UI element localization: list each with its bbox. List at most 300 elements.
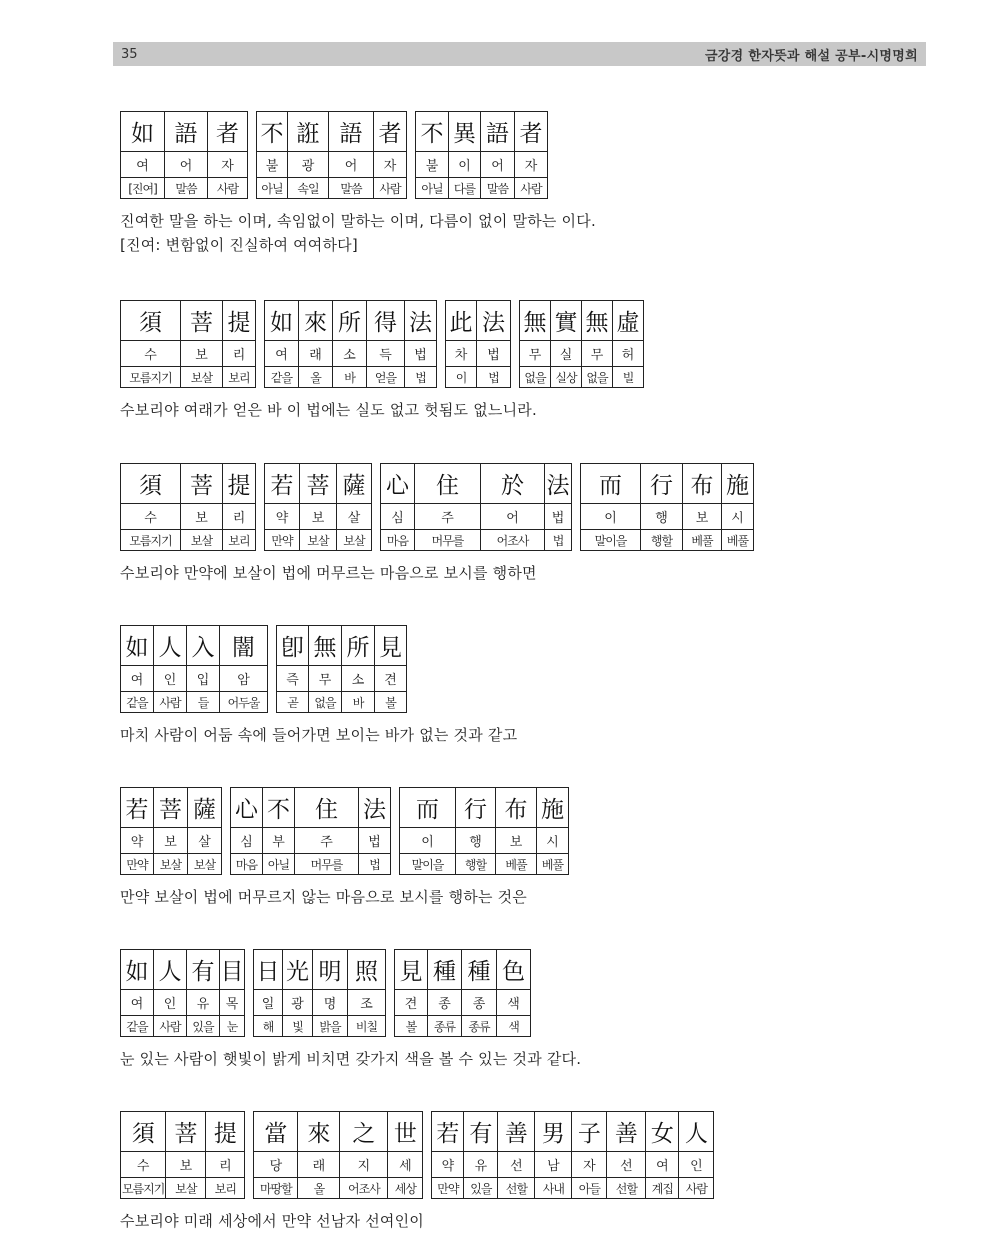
hanja-char: 行 bbox=[456, 788, 496, 828]
reading-cell: 어 bbox=[329, 152, 374, 178]
hanja-char: 法 bbox=[545, 464, 572, 504]
meaning-cell: 모름지기 bbox=[121, 530, 181, 551]
hanja-row bbox=[121, 1112, 245, 1152]
gloss-table bbox=[399, 787, 569, 875]
hanja-char: 提 bbox=[223, 464, 256, 504]
hanja-row bbox=[381, 464, 572, 504]
reading-cell: 수 bbox=[121, 504, 181, 530]
passage bbox=[120, 787, 577, 909]
reading-row bbox=[257, 152, 407, 178]
hanja-char: 女 bbox=[646, 1112, 679, 1152]
meaning-cell: 다를 bbox=[449, 178, 481, 199]
reading-row bbox=[416, 152, 548, 178]
meaning-cell: 사내 bbox=[535, 1178, 572, 1199]
meaning-cell: 있을 bbox=[464, 1178, 498, 1199]
hanja-char: 者 bbox=[515, 112, 548, 152]
reading-cell: 인 bbox=[154, 990, 187, 1016]
gloss-table bbox=[394, 949, 531, 1037]
hanja-char: 入 bbox=[187, 626, 220, 666]
reading-cell: 법 bbox=[545, 504, 572, 530]
reading-cell: 행 bbox=[641, 504, 683, 530]
reading-cell: 보 bbox=[181, 341, 223, 367]
hanja-char: 來 bbox=[298, 1112, 340, 1152]
passage bbox=[120, 463, 762, 585]
reading-cell: 약 bbox=[432, 1152, 464, 1178]
hanja-row bbox=[395, 950, 531, 990]
hanja-char: 而 bbox=[581, 464, 641, 504]
hanja-char: 如 bbox=[265, 301, 299, 341]
reading-cell: 지 bbox=[340, 1152, 388, 1178]
reading-cell: 자 bbox=[374, 152, 407, 178]
gloss-groups bbox=[120, 787, 577, 875]
reading-cell: 이 bbox=[449, 152, 481, 178]
reading-cell: 보 bbox=[496, 828, 537, 854]
meaning-cell: 법 bbox=[545, 530, 572, 551]
gloss-groups bbox=[120, 463, 762, 551]
meaning-cell: 종류 bbox=[462, 1016, 497, 1037]
reading-cell: 입 bbox=[187, 666, 220, 692]
translation-line: 수보리야 만약에 보살이 법에 머무르는 마음으로 보시를 행하면 bbox=[120, 564, 537, 582]
document-title: 금강경 한자뜻과 해설 공부-시명명희 bbox=[704, 48, 918, 64]
hanja-char: 而 bbox=[400, 788, 456, 828]
gloss-table bbox=[276, 625, 407, 713]
reading-cell: 여 bbox=[121, 152, 165, 178]
meaning-cell: 아들 bbox=[572, 1178, 607, 1199]
hanja-char: 行 bbox=[641, 464, 683, 504]
hanja-char: 法 bbox=[359, 788, 391, 828]
meaning-cell: [진여] bbox=[121, 178, 165, 199]
meaning-row bbox=[121, 178, 248, 199]
reading-cell: 주 bbox=[415, 504, 481, 530]
reading-row bbox=[581, 504, 754, 530]
meaning-row bbox=[121, 692, 268, 713]
meaning-row bbox=[265, 530, 372, 551]
hanja-char: 薩 bbox=[188, 788, 222, 828]
hanja-char: 無 bbox=[309, 626, 342, 666]
hanja-row bbox=[265, 301, 437, 341]
hanja-char: 者 bbox=[208, 112, 248, 152]
meaning-row bbox=[231, 854, 391, 875]
meaning-cell: 같을 bbox=[121, 692, 154, 713]
hanja-char: 若 bbox=[121, 788, 154, 828]
meaning-row bbox=[121, 854, 222, 875]
meaning-cell: 보살 bbox=[300, 530, 337, 551]
reading-row bbox=[254, 990, 386, 1016]
meaning-cell: 어조사 bbox=[481, 530, 545, 551]
reading-row bbox=[446, 341, 511, 367]
hanja-char: 如 bbox=[121, 626, 154, 666]
meaning-cell: 마땅할 bbox=[254, 1178, 298, 1199]
hanja-char: 菩 bbox=[181, 464, 223, 504]
meaning-cell: 보살 bbox=[166, 1178, 206, 1199]
reading-cell: 살 bbox=[188, 828, 222, 854]
gloss-groups bbox=[120, 949, 581, 1037]
reading-row bbox=[231, 828, 391, 854]
meaning-row bbox=[432, 1178, 714, 1199]
meaning-cell: 비칠 bbox=[348, 1016, 386, 1037]
reading-cell: 어 bbox=[481, 152, 515, 178]
hanja-char: 菩 bbox=[166, 1112, 206, 1152]
reading-cell: 목 bbox=[220, 990, 245, 1016]
gloss-table bbox=[230, 787, 391, 875]
meaning-cell: 행할 bbox=[641, 530, 683, 551]
hanja-row bbox=[265, 464, 372, 504]
reading-cell: 견 bbox=[395, 990, 428, 1016]
meaning-cell: 베풀 bbox=[537, 854, 569, 875]
meaning-cell: 사람 bbox=[374, 178, 407, 199]
meaning-cell: 말씀 bbox=[165, 178, 208, 199]
meaning-cell: 없을 bbox=[309, 692, 342, 713]
reading-cell: 무 bbox=[520, 341, 551, 367]
meaning-cell: 아닐 bbox=[257, 178, 288, 199]
gloss-table bbox=[120, 787, 222, 875]
meaning-row bbox=[400, 854, 569, 875]
hanja-char: 有 bbox=[464, 1112, 498, 1152]
reading-cell: 허 bbox=[613, 341, 644, 367]
meaning-cell: 종류 bbox=[428, 1016, 462, 1037]
translation bbox=[120, 723, 517, 747]
meaning-cell: 행할 bbox=[456, 854, 496, 875]
reading-cell: 자 bbox=[572, 1152, 607, 1178]
meaning-cell: 없을 bbox=[582, 367, 613, 388]
translation bbox=[120, 1209, 722, 1233]
reading-cell: 당 bbox=[254, 1152, 298, 1178]
gloss-table bbox=[120, 625, 268, 713]
hanja-char: 如 bbox=[121, 950, 154, 990]
reading-cell: 일 bbox=[254, 990, 283, 1016]
reading-cell: 리 bbox=[223, 341, 256, 367]
hanja-char: 不 bbox=[257, 112, 288, 152]
translation bbox=[120, 398, 652, 422]
hanja-char: 不 bbox=[263, 788, 295, 828]
meaning-cell: 보살 bbox=[181, 530, 223, 551]
hanja-row bbox=[432, 1112, 714, 1152]
hanja-char: 照 bbox=[348, 950, 386, 990]
reading-row bbox=[520, 341, 644, 367]
meaning-cell: 사람 bbox=[154, 1016, 187, 1037]
meaning-cell: 법 bbox=[359, 854, 391, 875]
meaning-cell: 올 bbox=[299, 367, 333, 388]
translation bbox=[120, 1047, 581, 1071]
meaning-cell: 들 bbox=[187, 692, 220, 713]
hanja-char: 種 bbox=[428, 950, 462, 990]
hanja-char: 來 bbox=[299, 301, 333, 341]
meaning-cell: 만약 bbox=[265, 530, 300, 551]
meaning-cell: 색 bbox=[497, 1016, 531, 1037]
reading-row bbox=[381, 504, 572, 530]
meaning-cell: 볼 bbox=[375, 692, 407, 713]
hanja-char: 布 bbox=[496, 788, 537, 828]
reading-cell: 수 bbox=[121, 1152, 166, 1178]
hanja-char: 若 bbox=[432, 1112, 464, 1152]
hanja-char: 誑 bbox=[288, 112, 329, 152]
reading-cell: 보 bbox=[166, 1152, 206, 1178]
reading-cell: 살 bbox=[337, 504, 372, 530]
reading-cell: 여 bbox=[121, 990, 154, 1016]
meaning-cell: 베풀 bbox=[496, 854, 537, 875]
meaning-cell: 눈 bbox=[220, 1016, 245, 1037]
gloss-table bbox=[120, 1111, 245, 1199]
hanja-char: 有 bbox=[187, 950, 220, 990]
reading-cell: 보 bbox=[181, 504, 223, 530]
hanja-char: 提 bbox=[206, 1112, 245, 1152]
gloss-groups bbox=[120, 111, 596, 199]
gloss-table bbox=[120, 111, 248, 199]
hanja-char: 之 bbox=[340, 1112, 388, 1152]
meaning-cell: 계집 bbox=[646, 1178, 679, 1199]
meaning-row bbox=[121, 367, 256, 388]
translation-line: 마치 사람이 어둠 속에 들어가면 보이는 바가 없는 것과 같고 bbox=[120, 726, 518, 744]
meaning-cell: 밝을 bbox=[313, 1016, 348, 1037]
meaning-cell: 아닐 bbox=[416, 178, 449, 199]
hanja-row bbox=[121, 112, 248, 152]
reading-row bbox=[121, 341, 256, 367]
hanja-char: 須 bbox=[121, 1112, 166, 1152]
meaning-row bbox=[381, 530, 572, 551]
gloss-table bbox=[264, 300, 437, 388]
reading-row bbox=[121, 990, 245, 1016]
translation-line: 수보리야 여래가 얻은 바 이 법에는 실도 없고 헛됨도 없느니라. bbox=[120, 401, 537, 419]
gloss-groups bbox=[120, 625, 517, 713]
hanja-char: 卽 bbox=[277, 626, 309, 666]
reading-cell: 법 bbox=[359, 828, 391, 854]
gloss-table bbox=[264, 463, 372, 551]
gloss-table bbox=[253, 1111, 423, 1199]
hanja-char: 菩 bbox=[154, 788, 188, 828]
meaning-cell: 없을 bbox=[520, 367, 551, 388]
meaning-cell: 사람 bbox=[679, 1178, 714, 1199]
meaning-cell: 보살 bbox=[181, 367, 223, 388]
reading-cell: 여 bbox=[265, 341, 299, 367]
hanja-char: 人 bbox=[154, 626, 187, 666]
reading-row bbox=[121, 666, 268, 692]
hanja-row bbox=[121, 626, 268, 666]
hanja-char: 提 bbox=[223, 301, 256, 341]
reading-cell: 세 bbox=[388, 1152, 423, 1178]
meaning-row bbox=[121, 530, 256, 551]
hanja-char: 此 bbox=[446, 301, 477, 341]
hanja-char: 法 bbox=[405, 301, 437, 341]
gloss-table bbox=[445, 300, 511, 388]
meaning-cell: 머무를 bbox=[295, 854, 359, 875]
meaning-cell: 바 bbox=[333, 367, 367, 388]
hanja-row bbox=[416, 112, 548, 152]
hanja-row bbox=[581, 464, 754, 504]
meaning-cell: 올 bbox=[298, 1178, 340, 1199]
meaning-cell: 말이을 bbox=[400, 854, 456, 875]
meaning-row bbox=[446, 367, 511, 388]
reading-row bbox=[432, 1152, 714, 1178]
hanja-char: 人 bbox=[679, 1112, 714, 1152]
reading-cell: 법 bbox=[405, 341, 437, 367]
reading-cell: 실 bbox=[551, 341, 582, 367]
meaning-row bbox=[121, 1016, 245, 1037]
hanja-char: 無 bbox=[582, 301, 613, 341]
meaning-cell: 마음 bbox=[381, 530, 415, 551]
hanja-char: 語 bbox=[165, 112, 208, 152]
reading-cell: 색 bbox=[497, 990, 531, 1016]
gloss-table bbox=[431, 1111, 714, 1199]
reading-cell: 종 bbox=[428, 990, 462, 1016]
hanja-row bbox=[121, 464, 256, 504]
reading-cell: 이 bbox=[581, 504, 641, 530]
hanja-char: 語 bbox=[481, 112, 515, 152]
hanja-char: 無 bbox=[520, 301, 551, 341]
hanja-char: 當 bbox=[254, 1112, 298, 1152]
passage bbox=[120, 949, 581, 1071]
meaning-cell: 선할 bbox=[498, 1178, 535, 1199]
meaning-cell: 사람 bbox=[154, 692, 187, 713]
meaning-cell: 보리 bbox=[223, 367, 256, 388]
hanja-char: 者 bbox=[374, 112, 407, 152]
gloss-table bbox=[253, 949, 386, 1037]
reading-cell: 리 bbox=[223, 504, 256, 530]
meaning-cell: 세상 bbox=[388, 1178, 423, 1199]
meaning-cell: 만약 bbox=[432, 1178, 464, 1199]
meaning-cell: 아닐 bbox=[263, 854, 295, 875]
reading-cell: 래 bbox=[298, 1152, 340, 1178]
reading-cell: 리 bbox=[206, 1152, 245, 1178]
meaning-cell: 실상 bbox=[551, 367, 582, 388]
reading-row bbox=[395, 990, 531, 1016]
hanja-char: 施 bbox=[537, 788, 569, 828]
hanja-char: 語 bbox=[329, 112, 374, 152]
hanja-char: 如 bbox=[121, 112, 165, 152]
reading-cell: 차 bbox=[446, 341, 477, 367]
meaning-cell: 같을 bbox=[121, 1016, 154, 1037]
gloss-table bbox=[120, 300, 256, 388]
hanja-row bbox=[520, 301, 644, 341]
reading-cell: 이 bbox=[400, 828, 456, 854]
meaning-row bbox=[257, 178, 407, 199]
meaning-cell: 보리 bbox=[206, 1178, 245, 1199]
hanja-row bbox=[257, 112, 407, 152]
reading-cell: 보 bbox=[154, 828, 188, 854]
hanja-char: 世 bbox=[388, 1112, 423, 1152]
hanja-row bbox=[231, 788, 391, 828]
meaning-row bbox=[277, 692, 407, 713]
reading-row bbox=[265, 504, 372, 530]
meaning-cell: 머무를 bbox=[415, 530, 481, 551]
hanja-char: 虛 bbox=[613, 301, 644, 341]
hanja-row bbox=[121, 788, 222, 828]
hanja-char: 種 bbox=[462, 950, 497, 990]
hanja-row bbox=[254, 950, 386, 990]
reading-cell: 즉 bbox=[277, 666, 309, 692]
meaning-cell: 말이을 bbox=[581, 530, 641, 551]
meaning-cell: 모름지기 bbox=[121, 1178, 166, 1199]
reading-cell: 득 bbox=[367, 341, 405, 367]
gloss-table bbox=[415, 111, 548, 199]
hanja-row bbox=[121, 950, 245, 990]
meaning-cell: 법 bbox=[405, 367, 437, 388]
hanja-char: 人 bbox=[154, 950, 187, 990]
gloss-groups bbox=[120, 300, 652, 388]
hanja-char: 施 bbox=[722, 464, 754, 504]
reading-cell: 보 bbox=[300, 504, 337, 530]
reading-cell: 행 bbox=[456, 828, 496, 854]
reading-cell: 주 bbox=[295, 828, 359, 854]
passage bbox=[120, 111, 596, 257]
meaning-cell: 모름지기 bbox=[121, 367, 181, 388]
meaning-cell: 사람 bbox=[208, 178, 248, 199]
meaning-cell: 빛 bbox=[283, 1016, 313, 1037]
reading-cell: 광 bbox=[288, 152, 329, 178]
meaning-cell: 베풀 bbox=[722, 530, 754, 551]
reading-row bbox=[121, 504, 256, 530]
hanja-char: 於 bbox=[481, 464, 545, 504]
meaning-cell: 빌 bbox=[613, 367, 644, 388]
passage bbox=[120, 1111, 722, 1233]
hanja-char: 實 bbox=[551, 301, 582, 341]
meaning-row bbox=[520, 367, 644, 388]
translation-line: 눈 있는 사람이 햇빛이 밝게 비치면 갖가지 색을 볼 수 있는 것과 같다. bbox=[120, 1050, 582, 1068]
meaning-cell: 보살 bbox=[188, 854, 222, 875]
reading-cell: 유 bbox=[464, 1152, 498, 1178]
gloss-table bbox=[380, 463, 572, 551]
meaning-row bbox=[581, 530, 754, 551]
reading-cell: 남 bbox=[535, 1152, 572, 1178]
translation bbox=[120, 209, 596, 257]
meaning-cell: 있을 bbox=[187, 1016, 220, 1037]
hanja-char: 若 bbox=[265, 464, 300, 504]
gloss-groups bbox=[120, 1111, 722, 1199]
hanja-row bbox=[277, 626, 407, 666]
reading-cell: 소 bbox=[342, 666, 375, 692]
translation-line: 수보리야 미래 세상에서 만약 선남자 선여인이 bbox=[120, 1212, 424, 1230]
hanja-char: 菩 bbox=[181, 301, 223, 341]
reading-cell: 약 bbox=[265, 504, 300, 530]
hanja-char: 須 bbox=[121, 301, 181, 341]
gloss-table bbox=[120, 463, 256, 551]
hanja-char: 住 bbox=[295, 788, 359, 828]
meaning-cell: 같을 bbox=[265, 367, 299, 388]
hanja-char: 法 bbox=[477, 301, 511, 341]
reading-cell: 여 bbox=[121, 666, 154, 692]
reading-cell: 소 bbox=[333, 341, 367, 367]
meaning-row bbox=[395, 1016, 531, 1037]
hanja-char: 善 bbox=[607, 1112, 646, 1152]
meaning-cell: 사람 bbox=[515, 178, 548, 199]
reading-cell: 명 bbox=[313, 990, 348, 1016]
meaning-row bbox=[254, 1178, 423, 1199]
gloss-table bbox=[120, 949, 245, 1037]
meaning-cell: 어조사 bbox=[340, 1178, 388, 1199]
meaning-cell: 보리 bbox=[223, 530, 256, 551]
reading-row bbox=[121, 152, 248, 178]
gloss-table bbox=[580, 463, 754, 551]
meaning-cell: 만약 bbox=[121, 854, 154, 875]
reading-cell: 보 bbox=[683, 504, 722, 530]
hanja-row bbox=[121, 301, 256, 341]
hanja-char: 菩 bbox=[300, 464, 337, 504]
meaning-row bbox=[416, 178, 548, 199]
reading-row bbox=[121, 828, 222, 854]
reading-cell: 심 bbox=[231, 828, 263, 854]
reading-cell: 래 bbox=[299, 341, 333, 367]
reading-cell: 부 bbox=[263, 828, 295, 854]
reading-cell: 선 bbox=[607, 1152, 646, 1178]
hanja-char: 心 bbox=[231, 788, 263, 828]
meaning-cell: 어두울 bbox=[220, 692, 268, 713]
reading-cell: 자 bbox=[208, 152, 248, 178]
reading-cell: 견 bbox=[375, 666, 407, 692]
reading-row bbox=[121, 1152, 245, 1178]
reading-cell: 무 bbox=[582, 341, 613, 367]
meaning-cell: 선할 bbox=[607, 1178, 646, 1199]
hanja-char: 明 bbox=[313, 950, 348, 990]
meaning-cell: 보살 bbox=[337, 530, 372, 551]
